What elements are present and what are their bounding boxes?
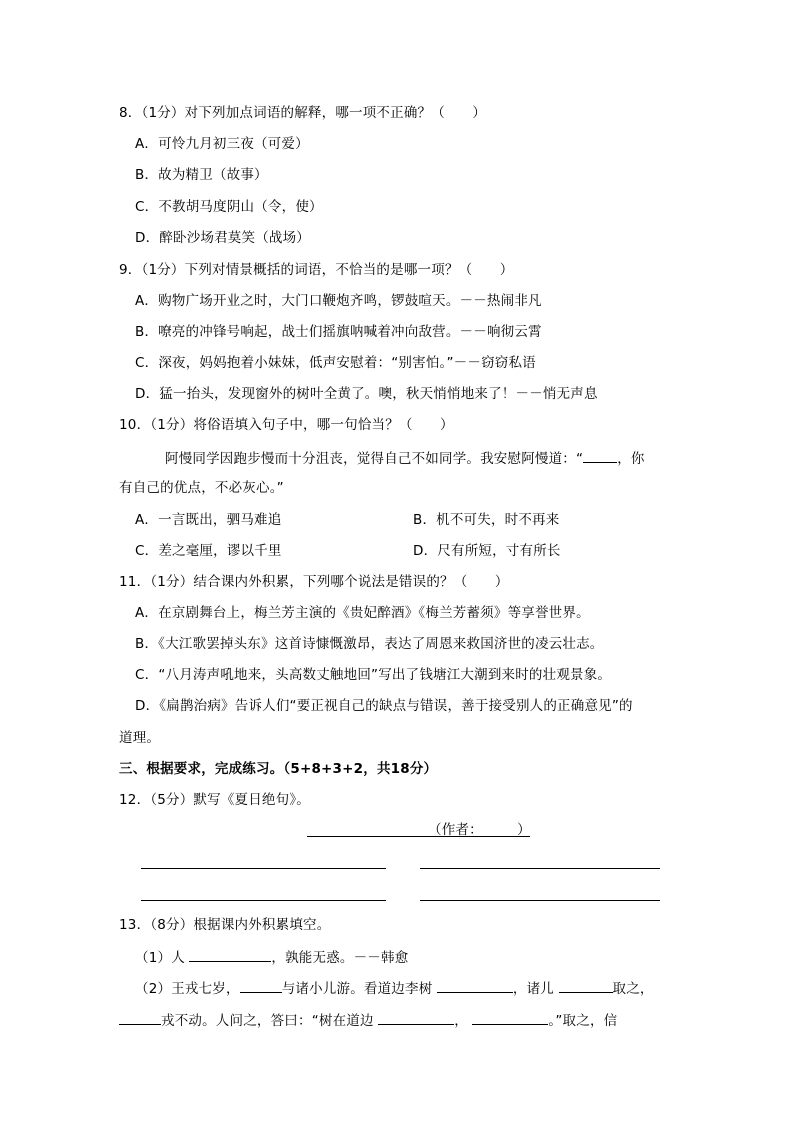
q9-option-d: D．猛一抬头，发现窗外的树叶全黄了。噢，秋天悄悄地来了！－－悄无声息	[135, 386, 598, 402]
q13-item2-blank-4[interactable]	[119, 1010, 161, 1025]
q11-option-b: B．《大江歌罢掉头东》这首诗慷慨激昂，表达了周恩来救国济世的凌云壮志。	[135, 636, 604, 652]
q13-item2-c: ，诸儿	[512, 981, 555, 997]
q13-item2-a: （2）王戎七岁，	[135, 981, 240, 997]
q13-item1-blank[interactable]	[189, 947, 271, 962]
q12-author-label: （作者： ）	[428, 822, 531, 838]
q9-stem: 9．（1分）下列对情景概括的词语，不恰当的是哪一项？（ ）	[119, 262, 514, 278]
q13-item-1	[135, 947, 408, 967]
q13-item2-d: 取之，	[612, 981, 654, 997]
q12-answer-line-4[interactable]	[420, 900, 660, 901]
q10-blank[interactable]	[583, 448, 617, 463]
q13-item2-blank-6[interactable]	[472, 1010, 548, 1025]
q13-item-2-continued	[119, 1010, 617, 1030]
q8-option-a: A．可怜九月初三夜（可爱）	[135, 136, 309, 152]
q12-answer-line-3[interactable]	[141, 900, 386, 901]
q12-answer-line-2[interactable]	[420, 868, 660, 869]
q13-item2-b: 与诸小儿游。看道边李树	[281, 981, 433, 997]
q13-item2-f: ，	[454, 1013, 468, 1029]
q8-option-d: D．醉卧沙场君莫笑（战场）	[135, 230, 310, 246]
q8-stem: 8．（1分）对下列加点词语的解释，哪一项不正确？（ ）	[119, 105, 487, 121]
q9-option-c: C．深夜，妈妈抱着小妹妹，低声安慰着：“别害怕。”－－窃窃私语	[135, 355, 536, 371]
q10-option-d: D．尺有所短，寸有所长	[413, 543, 561, 559]
q10-passage-line2: 有自己的优点，不必灰心。”	[119, 480, 284, 496]
q13-item-2	[135, 978, 654, 998]
q9-option-a: A．购物广场开业之时，大门口鞭炮齐鸣，锣鼓喧天。－－热闹非凡	[135, 293, 542, 309]
q10-passage-text: 阿慢同学因跑步慢而十分沮丧，觉得自己不如同学。我安慰阿慢道：“	[165, 451, 584, 467]
q9-option-b: B．嘹亮的冲锋号响起，战士们摇旗呐喊着冲向敌营。－－响彻云霄	[135, 324, 542, 340]
q13-item2-blank-5[interactable]	[378, 1010, 454, 1025]
q11-stem: 11．（1分）结合课内外积累，下列哪个说法是错误的？（ ）	[119, 574, 509, 590]
q10-passage-line1	[165, 448, 645, 468]
q11-option-d-continued: 道理。	[119, 730, 161, 746]
q13-item2-g: 。”取之，信	[548, 1013, 618, 1029]
q13-stem: 13．（8分）根据课内外积累填空。	[119, 917, 331, 933]
q12-answer-line-1[interactable]	[141, 868, 386, 869]
q11-option-c: C．“八月涛声吼地来，头高数丈触地回”写出了钱塘江大潮到来时的壮观景象。	[135, 667, 612, 683]
section-3-heading: 三、根据要求，完成练习。（5+8+3+2，共18分）	[119, 761, 438, 777]
q8-option-b: B．故为精卫（故事）	[135, 167, 268, 183]
q10-option-a: A．一言既出，驷马难追	[135, 512, 282, 528]
q12-stem: 12．（5分）默写《夏日绝句》。	[119, 792, 310, 808]
q10-passage-text-end: ，你	[617, 451, 645, 467]
q13-item2-blank-1[interactable]	[240, 978, 282, 993]
q13-item2-blank-2[interactable]	[437, 978, 513, 993]
q8-option-c: C．不教胡马度阴山（令，使）	[135, 199, 323, 215]
q10-stem: 10．（1分）将俗语填入句子中，哪一句恰当？（ ）	[119, 417, 454, 433]
q11-option-d: D．《扁鹊治病》告诉人们“要正视自己的缺点与错误，善于接受别人的正确意见”的	[135, 698, 633, 714]
q13-item2-e: 戎不动。人问之，答曰：“树在道边	[161, 1013, 374, 1029]
q11-option-a: A．在京剧舞台上，梅兰芳主演的《贵妃醉酒》《梅兰芳蓄须》等享誉世界。	[135, 605, 590, 621]
q13-item1-suffix: ，孰能无惑。－－韩愈	[271, 950, 409, 966]
q13-item1-prefix: （1）人	[135, 950, 185, 966]
q10-option-c: C．差之毫厘，谬以千里	[135, 543, 282, 559]
q10-option-b: B．机不可失，时不再来	[413, 512, 560, 528]
q13-item2-blank-3[interactable]	[559, 978, 613, 993]
